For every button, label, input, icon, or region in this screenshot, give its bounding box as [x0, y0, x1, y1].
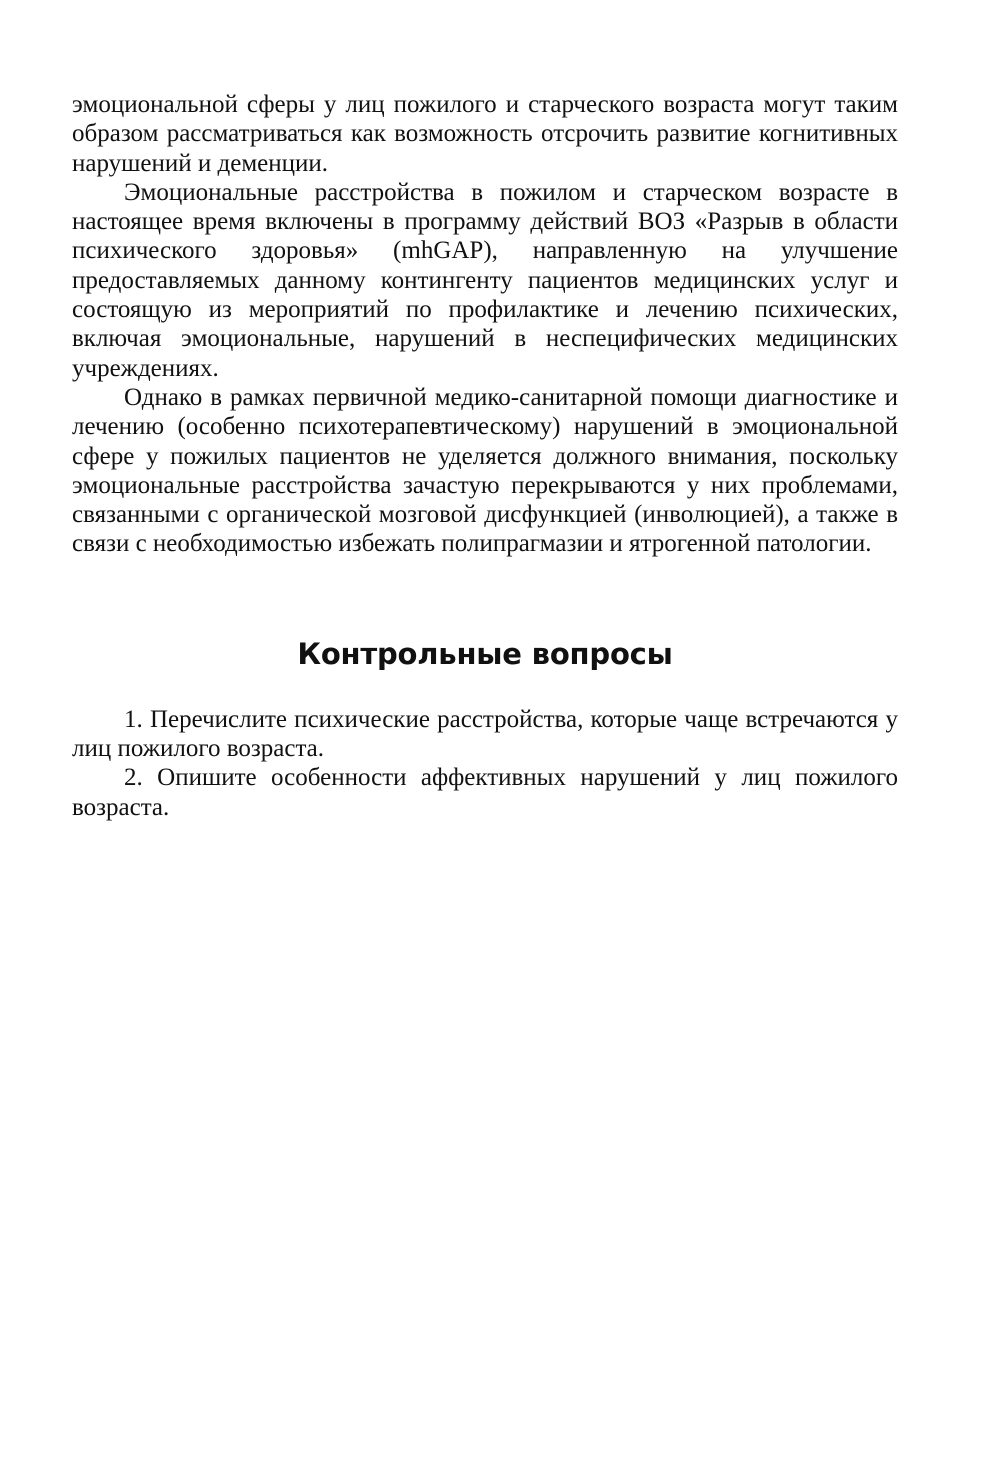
- question-item-2: 2. Опишите особенности аффективных нарушений у лиц пожилого возраста.: [72, 764, 898, 821]
- paragraph-who-program: Эмоциональные расстройства в пожилом и старческом возрасте в настоящее время включены в программу действий ВОЗ «Разрыв в области психического здоровья» (mhGAP), направленную на улучшение предоставляемых данному контингенту пациентов медицинских услуг и состоящую из мероприятий по профилактике и лечению психических, включая эмоциональные, нарушений в неспецифических медицинских учреждениях.: [72, 178, 898, 382]
- section-title: Контрольные вопросы: [297, 636, 673, 671]
- paragraph-primary-care: Однако в рамках первичной медико-санитарной помощи диагностике и лечению (особенно психотерапевтическому) нарушений в эмоциональной сфере у пожилых пациентов не уделяется должного внимания, поскольку эмоциональные расстройства зачастую перекрываются у них проблемами, связанными с органической мозговой дисфункцией (инволюцией), а также в связи с необходимостью избежать полипрагмазии и ятрогенной патологии.: [72, 383, 898, 558]
- questions-list: [72, 705, 898, 822]
- paragraph-continuation: эмоциональной сферы у лиц пожилого и старческого возраста могут таким образом рассматриваться как возможность отсрочить развитие когнитивных нарушений и деменции.: [72, 91, 898, 177]
- document-page: [72, 90, 898, 822]
- question-item-1: 1. Перечислите психические расстройства, которые чаще встречаются у лиц пожилого возраста.: [72, 705, 898, 763]
